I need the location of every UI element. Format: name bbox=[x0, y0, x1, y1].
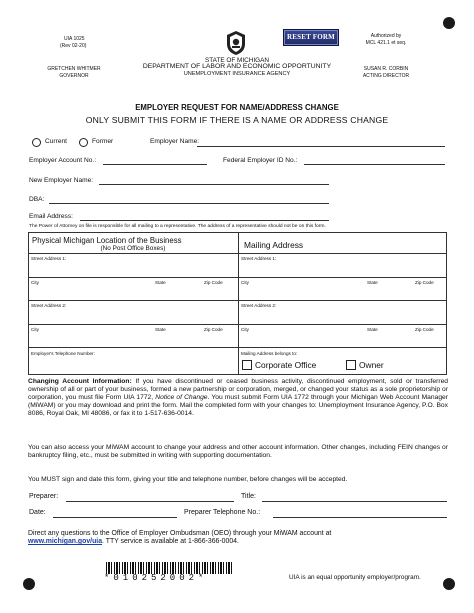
title-label: Title: bbox=[241, 493, 256, 500]
preparer-input[interactable] bbox=[66, 501, 234, 502]
equal-opportunity-note: UIA is an equal opportunity employer/program. bbox=[289, 574, 421, 581]
physical-zip2-label[interactable]: Zip Code bbox=[204, 327, 223, 332]
physical-location-title: Physical Michigan Location of the Business bbox=[32, 236, 182, 245]
michigan-seal-icon bbox=[225, 30, 247, 56]
federal-id-label: Federal Employer ID No.: bbox=[223, 157, 298, 164]
physical-street1-label[interactable]: Street Address 1: bbox=[31, 256, 67, 261]
reset-form-button[interactable]: RESET FORM bbox=[283, 29, 339, 46]
registration-mark-bottom-right bbox=[443, 578, 455, 590]
corporate-office-checkbox[interactable] bbox=[242, 360, 252, 370]
employer-name-label: Employer Name: bbox=[150, 138, 200, 145]
street1-line bbox=[28, 277, 447, 278]
mailing-belongs-to-label: Mailing Address belongs to: bbox=[241, 351, 298, 356]
mailing-street1-label[interactable]: Street Address 1: bbox=[241, 256, 277, 261]
form-subtitle: ONLY SUBMIT THIS FORM IF THERE IS A NAME OR ADDRESS CHANGE bbox=[85, 115, 389, 125]
governor-title: GOVERNOR bbox=[59, 73, 89, 79]
power-of-attorney-note: The Power of Attorney on file is responsible for all mailing to a representative. The address of a representative should not be on this form. bbox=[29, 224, 326, 229]
dba-input[interactable] bbox=[49, 203, 329, 204]
physical-zip-label[interactable]: Zip Code bbox=[204, 280, 223, 285]
governor-name: GRETCHEN WHITMER bbox=[47, 66, 101, 72]
tty-text: . TTY service is available at 1-866-366-0004. bbox=[102, 538, 239, 545]
changing-text-b: . You must submit Form UIA 1772 through your Michigan Web Account Manager (MiWAM) or you may download and print the form. Mail the completed form with your changes to: Unemployment Insurance Agency, P.O. Box 8086, Royal Oak, MI 48086, or fax it to 1-517-636-0014. bbox=[28, 393, 448, 417]
preparer-phone-input[interactable] bbox=[273, 517, 447, 518]
form-id: UIA 1025 bbox=[64, 36, 85, 42]
oeo-line: Direct any questions to the Office of Employer Ombudsman (OEO) through your MiWAM account at bbox=[28, 530, 332, 537]
physical-street2-label[interactable]: Street Address 2: bbox=[31, 303, 67, 308]
corporate-office-label: Corporate Office bbox=[255, 360, 317, 370]
department-name: DEPARTMENT OF LABOR AND ECONOMIC OPPORTUNITY bbox=[142, 63, 332, 70]
physical-state-label[interactable]: State bbox=[155, 280, 166, 285]
city1-line bbox=[28, 300, 447, 301]
date-input[interactable] bbox=[53, 517, 177, 518]
mailing-street2-label[interactable]: Street Address 2: bbox=[241, 303, 277, 308]
form-title: EMPLOYER REQUEST FOR NAME/ADDRESS CHANGE bbox=[135, 103, 339, 112]
agency-name: UNEMPLOYMENT INSURANCE AGENCY bbox=[183, 71, 291, 77]
current-radio[interactable] bbox=[32, 138, 41, 147]
director-title: ACTING DIRECTOR bbox=[362, 73, 410, 79]
employer-account-input[interactable] bbox=[103, 164, 207, 165]
email-input[interactable] bbox=[80, 220, 329, 221]
employer-account-label: Employer Account No.: bbox=[29, 157, 97, 164]
authorized-mcl: MCL 421.1 et seq. bbox=[365, 40, 407, 46]
address-header-line bbox=[28, 253, 447, 254]
uia-website-link[interactable]: www.michigan.gov/uia bbox=[28, 538, 103, 545]
mailing-address-title: Mailing Address bbox=[244, 240, 304, 250]
new-employer-name-input[interactable] bbox=[99, 184, 329, 185]
mailing-zip-label[interactable]: Zip Code bbox=[415, 280, 434, 285]
registration-mark-bottom-left bbox=[23, 578, 35, 590]
barcode-text: *010252002* bbox=[104, 573, 208, 583]
notice-of-change-title: Notice of Change bbox=[155, 393, 208, 401]
form-revision: (Rev 02-20) bbox=[60, 43, 87, 49]
preparer-label: Preparer: bbox=[29, 493, 59, 500]
mailing-zip2-label[interactable]: Zip Code bbox=[415, 327, 434, 332]
sign-date-paragraph: You MUST sign and date this form, giving your title and telephone number, before changes will be accepted. bbox=[28, 476, 348, 483]
director-name: SUSAN R. CORBIN bbox=[363, 66, 409, 72]
miwam-paragraph: You can also access your MiWAM account to change your address and other account information. Other changes, including FEIN changes or bankruptcy filing, etc., must be submitted in writing with supporting documentation. bbox=[28, 444, 448, 459]
email-label: Email Address: bbox=[29, 213, 73, 220]
physical-city2-label[interactable]: City bbox=[31, 327, 39, 332]
registration-mark-top-right bbox=[443, 17, 455, 29]
dba-label: DBA: bbox=[29, 196, 45, 203]
authorized-by: Authorized by bbox=[370, 33, 402, 39]
employer-name-input[interactable] bbox=[197, 146, 445, 147]
current-label: Current bbox=[45, 138, 67, 145]
changing-account-info-paragraph bbox=[28, 378, 448, 418]
owner-checkbox[interactable] bbox=[346, 360, 356, 370]
street2-line bbox=[28, 324, 447, 325]
title-input[interactable] bbox=[262, 501, 447, 502]
former-label: Former bbox=[92, 138, 114, 145]
owner-label: Owner bbox=[359, 360, 384, 370]
preparer-phone-label: Preparer Telephone No.: bbox=[184, 509, 261, 516]
physical-location-subtitle: (No Post Office Boxes) bbox=[100, 245, 166, 252]
date-label: Date: bbox=[29, 509, 46, 516]
former-radio[interactable] bbox=[79, 138, 88, 147]
state-name: STATE OF MICHIGAN bbox=[204, 57, 270, 64]
mailing-state-label[interactable]: State bbox=[367, 280, 378, 285]
physical-state2-label[interactable]: State bbox=[155, 327, 166, 332]
employer-phone-label[interactable]: Employer's Telephone Number: bbox=[31, 351, 95, 356]
changing-text-a: If you have discontinued or ceased business activity, discontinued employment, sold or transferred ownership of all or part of your business, formed a new partnership or corporation, merged, or changed your status as a sole proprietorship or corporation, you must file Form UIA 1772, bbox=[28, 378, 449, 401]
physical-city-label[interactable]: City bbox=[31, 280, 39, 285]
federal-id-input[interactable] bbox=[304, 164, 445, 165]
mailing-city-label[interactable]: City bbox=[241, 280, 249, 285]
mailing-state2-label[interactable]: State bbox=[367, 327, 378, 332]
changing-account-heading: Changing Account Information: bbox=[28, 378, 132, 385]
mailing-city2-label[interactable]: City bbox=[241, 327, 249, 332]
new-employer-name-label: New Employer Name: bbox=[29, 177, 94, 184]
oeo-text bbox=[28, 530, 448, 546]
city2-line bbox=[28, 347, 447, 348]
